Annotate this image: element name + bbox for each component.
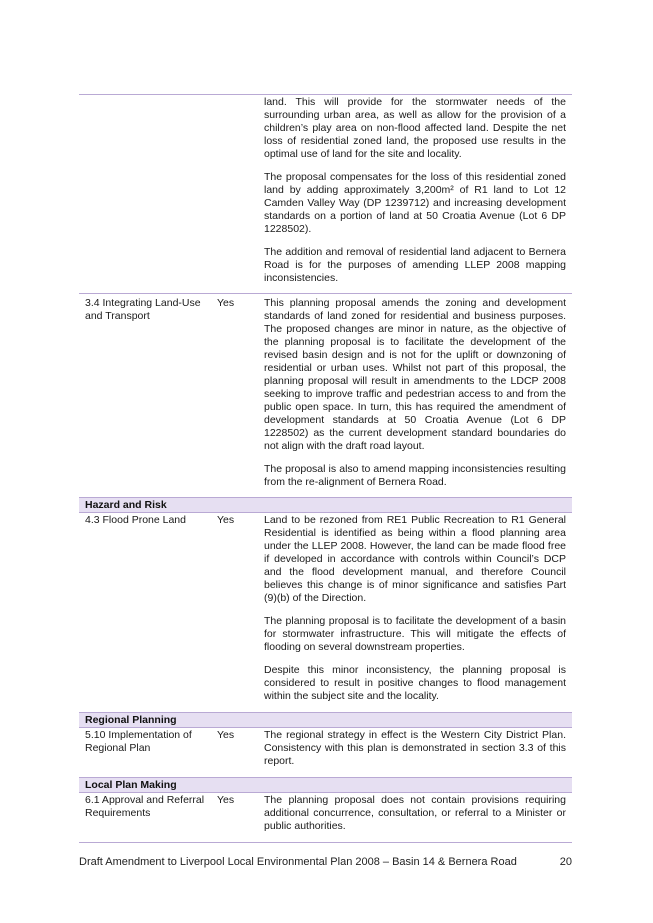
row-comment [264, 729, 566, 768]
table-row [79, 94, 572, 284]
direction-cell: 3.4 Integrating Land-Use and Transport [85, 297, 201, 322]
paragraph: The proposal is also to amend mapping inconsistencies resulting from the re-alignment of Bernera Road. [264, 463, 566, 488]
paragraph: Despite this minor inconsistency, the planning proposal is considered to result in positive changes to flood management within the subject site and the locality. [264, 664, 566, 702]
section-heading: Regional Planning [79, 712, 572, 727]
paragraph: This planning proposal amends the zoning and development standards of land zoned for residential and business purposes. The proposed changes are minor in nature, as the objective of the planning proposal is to facilitate the development of the revised basin design and is not for the uplift or downzoning of residential or urban uses. Whilst not part of this proposal, the planning proposal will result in amendments to the LDCP 2008 seeking to improve traffic and pedestrian access to and from the public open space. In turn, this has required the amendment of development standards at 50 Croatia Avenue (Lot 6 DP 1228502) as the current development standard boundaries do not align with the draft road layout. [264, 297, 566, 452]
consistency-cell: Yes [217, 794, 235, 806]
table-row [79, 727, 572, 767]
section-heading: Local Plan Making [79, 777, 572, 792]
paragraph: The planning proposal does not contain provisions requiring additional concurrence, consultation, or referral to a Minister or public authorities. [264, 794, 566, 832]
table-row [79, 293, 572, 488]
table-bottom-border [79, 842, 572, 843]
direction-cell: 4.3 Flood Prone Land [85, 514, 186, 526]
direction-cell: 6.1 Approval and Referral Requirements [85, 794, 205, 819]
consistency-cell: Yes [217, 729, 235, 741]
page-number: 20 [559, 856, 572, 868]
table-row [79, 792, 572, 832]
row-comment [264, 794, 566, 833]
paragraph: land. This will provide for the stormwater needs of the surrounding urban area, as well as allow for the provision of a children’s play area on non-flood affected land. Despite the net loss of residential zoned land, the proposed use results in the optimal use of land for the site and locality. [264, 96, 566, 160]
page-footer [79, 856, 572, 868]
paragraph: The addition and removal of residential land adjacent to Bernera Road is for the purposes of amending LLEP 2008 mapping inconsistencies. [264, 246, 566, 284]
paragraph: The planning proposal is to facilitate the development of a basin for stormwater infrastructure. This will mitigate the effects of flooding on several downstream properties. [264, 615, 566, 653]
consistency-cell: Yes [217, 514, 235, 526]
paragraph: The regional strategy in effect is the Western City District Plan. Consistency with this plan is demonstrated in section 3.3 of this report. [264, 729, 566, 767]
table-row [79, 512, 572, 702]
consistency-cell: Yes [217, 297, 235, 309]
direction-cell: 5.10 Implementation of Regional Plan [85, 729, 192, 754]
section-heading: Hazard and Risk [79, 497, 572, 512]
paragraph: The proposal compensates for the loss of this residential zoned land by adding approximately 3,200m² of R1 land to Lot 12 Camden Valley Way (DP 1239712) and increasing development standards on a portion of land at 50 Croatia Avenue (Lot 6 DP 1228502). [264, 171, 566, 235]
row-comment [264, 514, 566, 703]
row-comment [264, 96, 566, 285]
footer-title: Draft Amendment to Liverpool Local Environmental Plan 2008 – Basin 14 & Bernera Road [79, 856, 517, 868]
row-comment [264, 297, 566, 489]
paragraph: Land to be rezoned from RE1 Public Recreation to R1 General Residential is identified as being within a flood planning area under the LLEP 2008. However, the land can be made flood free if developed in accordance with controls within Council’s DCP and the flood development manual, and therefore Council believes this change is of minor significance and satisfies Part (9)(b) of the Direction. [264, 514, 566, 604]
